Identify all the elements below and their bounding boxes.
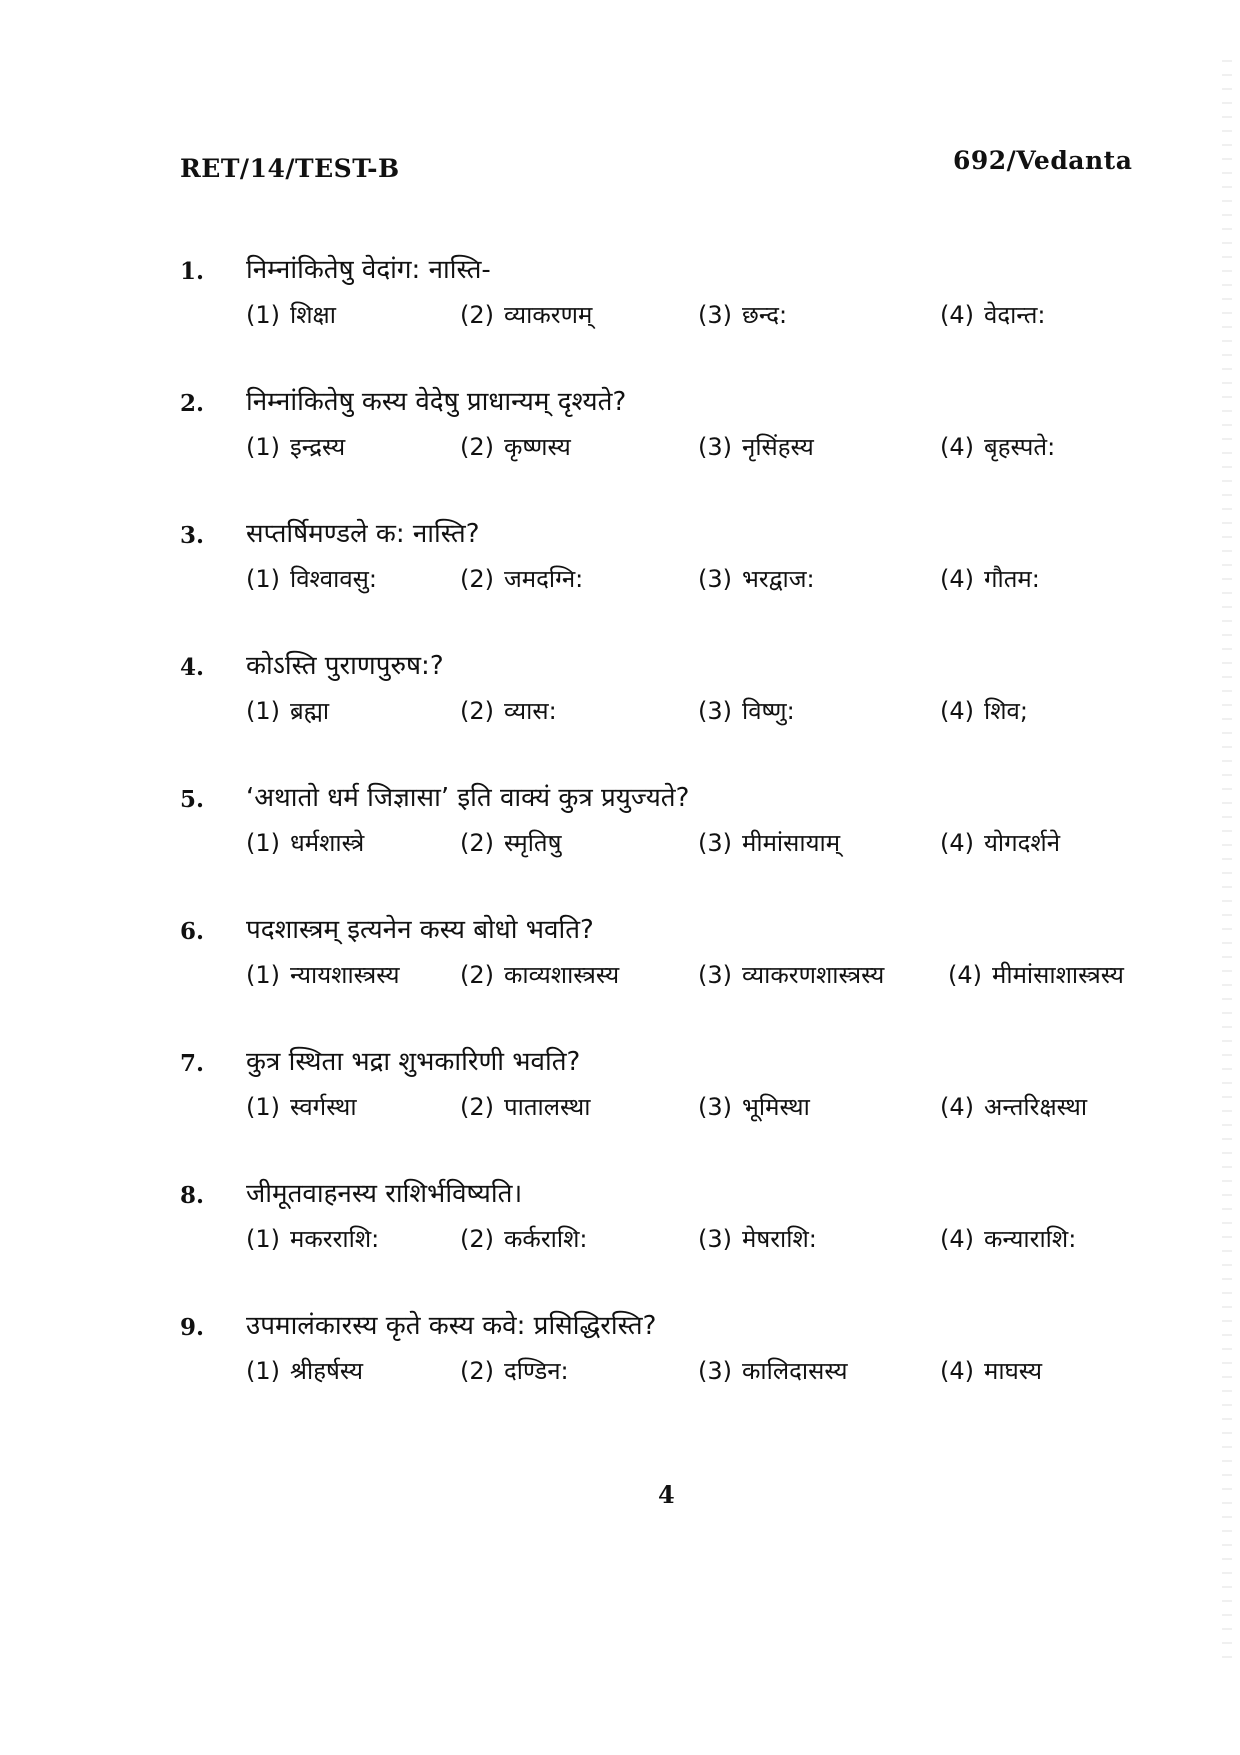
option-text: अन्तरिक्षस्था	[984, 1093, 1088, 1121]
option-number: (1)	[246, 1357, 280, 1385]
option-text: जमदग्नि:	[504, 565, 584, 593]
option-3	[698, 826, 840, 859]
option-number: (1)	[246, 829, 280, 857]
option-number: (4)	[940, 1093, 974, 1121]
option-number: (1)	[246, 1093, 280, 1121]
option-number: (4)	[940, 697, 974, 725]
option-text: कालिदासस्य	[742, 1357, 848, 1385]
option-text: व्याकरणम्	[504, 301, 593, 329]
option-2	[460, 562, 583, 595]
option-number: (4)	[940, 301, 974, 329]
option-text: व्यास:	[504, 697, 557, 725]
question-text: निम्नांकितेषु वेदांग: नास्ति-	[246, 255, 491, 285]
option-2	[460, 1354, 569, 1387]
option-2	[460, 430, 571, 463]
option-1	[246, 298, 336, 331]
option-3	[698, 694, 795, 727]
option-text: मेषराशि:	[742, 1225, 817, 1253]
question-text: सप्तर्षिमण्डले क: नास्ति?	[246, 519, 480, 549]
option-number: (3)	[698, 961, 732, 989]
option-1	[246, 826, 364, 859]
question-number: 7.	[180, 1050, 205, 1077]
option-1	[246, 1222, 379, 1255]
option-text: कर्कराशि:	[504, 1225, 588, 1253]
option-3	[698, 1090, 810, 1123]
option-number: (4)	[940, 829, 974, 857]
option-text: धर्मशास्त्रे	[290, 829, 365, 857]
question-1	[0, 250, 1240, 370]
option-4	[940, 694, 1028, 727]
option-text: शिक्षा	[290, 301, 336, 329]
option-4	[940, 562, 1040, 595]
option-3	[698, 430, 814, 463]
option-text: दण्डिन:	[504, 1357, 569, 1385]
option-3	[698, 298, 787, 331]
option-1	[246, 694, 329, 727]
option-4	[940, 430, 1055, 463]
question-number: 1.	[180, 258, 205, 285]
scan-edge-artifact	[1222, 60, 1232, 1660]
question-number: 2.	[180, 390, 205, 417]
option-1	[246, 562, 377, 595]
option-text: विष्णु:	[742, 697, 795, 725]
question-text: कुत्र स्थिता भद्रा शुभकारिणी भवति?	[246, 1047, 581, 1077]
option-4	[940, 298, 1045, 331]
option-number: (2)	[460, 565, 494, 593]
option-number: (2)	[460, 1225, 494, 1253]
option-text: माघस्य	[984, 1357, 1043, 1385]
question-text: उपमालंकारस्य कृते कस्य कवे: प्रसिद्धिरस्ति?	[246, 1311, 657, 1341]
option-text: वेदान्त:	[984, 301, 1046, 329]
option-3	[698, 562, 815, 595]
option-number: (4)	[940, 565, 974, 593]
option-4	[940, 1090, 1087, 1123]
question-text: निम्नांकितेषु कस्य वेदेषु प्राधान्यम् दृश्यते?	[246, 387, 627, 417]
option-text: काव्यशास्त्रस्य	[504, 961, 620, 989]
option-number: (1)	[246, 433, 280, 461]
option-number: (2)	[460, 433, 494, 461]
question-7	[0, 1042, 1240, 1162]
option-text: योगदर्शने	[984, 829, 1061, 857]
option-text: मीमांसायाम्	[742, 829, 841, 857]
question-number: 4.	[180, 654, 205, 681]
option-number: (3)	[698, 565, 732, 593]
option-3	[698, 1222, 817, 1255]
option-number: (2)	[460, 301, 494, 329]
option-number: (1)	[246, 301, 280, 329]
option-text: छन्द:	[742, 301, 788, 329]
question-text: पदशास्त्रम् इत्यनेन कस्य बोधो भवति?	[246, 915, 594, 945]
option-text: कृष्णस्य	[504, 433, 571, 461]
option-text: न्यायशास्त्रस्य	[290, 961, 400, 989]
option-number: (2)	[460, 961, 494, 989]
option-text: मकरराशि:	[290, 1225, 380, 1253]
question-text: कोऽस्ति पुराणपुरुष:?	[246, 651, 444, 681]
option-number: (1)	[246, 697, 280, 725]
option-number: (1)	[246, 565, 280, 593]
option-text: व्याकरणशास्त्रस्य	[742, 961, 885, 989]
question-number: 5.	[180, 786, 205, 813]
option-text: शिव;	[984, 697, 1028, 725]
option-3	[698, 958, 884, 991]
option-number: (2)	[460, 1357, 494, 1385]
option-number: (3)	[698, 1357, 732, 1385]
option-1	[246, 430, 345, 463]
question-4	[0, 646, 1240, 766]
option-number: (2)	[460, 697, 494, 725]
option-number: (4)	[940, 1357, 974, 1385]
question-number: 6.	[180, 918, 205, 945]
option-2	[460, 298, 592, 331]
question-number: 9.	[180, 1314, 205, 1341]
option-text: कन्याराशि:	[984, 1225, 1077, 1253]
option-2	[460, 958, 619, 991]
question-6	[0, 910, 1240, 1030]
option-number: (4)	[940, 1225, 974, 1253]
option-number: (1)	[246, 1225, 280, 1253]
option-number: (3)	[698, 301, 732, 329]
option-text: इन्द्रस्य	[290, 433, 346, 461]
question-text: ‘अथातो धर्म जिज्ञासा’ इति वाक्यं कुत्र प्रयुज्यते?	[246, 783, 690, 813]
option-text: नृसिंहस्य	[742, 433, 814, 461]
option-4	[940, 1354, 1042, 1387]
option-text: श्रीहर्षस्य	[290, 1357, 364, 1385]
option-text: भरद्वाज:	[742, 565, 815, 593]
option-number: (2)	[460, 829, 494, 857]
option-3	[698, 1354, 848, 1387]
question-2	[0, 382, 1240, 502]
subject-code-header: 692/Vedanta	[953, 146, 1133, 175]
option-text: विश्वावसु:	[290, 565, 377, 593]
option-2	[460, 1090, 590, 1123]
option-2	[460, 1222, 588, 1255]
option-4	[940, 826, 1060, 859]
option-text: मीमांसाशास्त्रस्य	[992, 961, 1124, 989]
option-number: (3)	[698, 1225, 732, 1253]
option-number: (4)	[940, 433, 974, 461]
option-number: (3)	[698, 1093, 732, 1121]
option-1	[246, 1354, 363, 1387]
option-number: (3)	[698, 433, 732, 461]
option-4	[940, 1222, 1076, 1255]
question-number: 8.	[180, 1182, 205, 1209]
page-number: 4	[658, 1480, 675, 1509]
question-3	[0, 514, 1240, 634]
option-text: गौतम:	[984, 565, 1040, 593]
option-number: (3)	[698, 697, 732, 725]
option-4	[948, 958, 1124, 991]
question-9	[0, 1306, 1240, 1426]
option-2	[460, 826, 561, 859]
option-text: स्वर्गस्था	[290, 1093, 357, 1121]
question-8	[0, 1174, 1240, 1294]
option-2	[460, 694, 557, 727]
question-text: जीमूतवाहनस्य राशिर्भविष्यति।	[246, 1179, 523, 1209]
option-text: ब्रह्मा	[290, 697, 330, 725]
option-number: (1)	[246, 961, 280, 989]
question-number: 3.	[180, 522, 205, 549]
option-1	[246, 958, 400, 991]
option-text: भूमिस्था	[742, 1093, 810, 1121]
test-code-header: RET/14/TEST-B	[180, 154, 400, 183]
option-text: पातालस्था	[504, 1093, 591, 1121]
option-text: स्मृतिषु	[504, 829, 562, 857]
option-number: (2)	[460, 1093, 494, 1121]
option-1	[246, 1090, 357, 1123]
option-number: (3)	[698, 829, 732, 857]
question-5	[0, 778, 1240, 898]
option-number: (4)	[948, 961, 982, 989]
option-text: बृहस्पते:	[984, 433, 1056, 461]
